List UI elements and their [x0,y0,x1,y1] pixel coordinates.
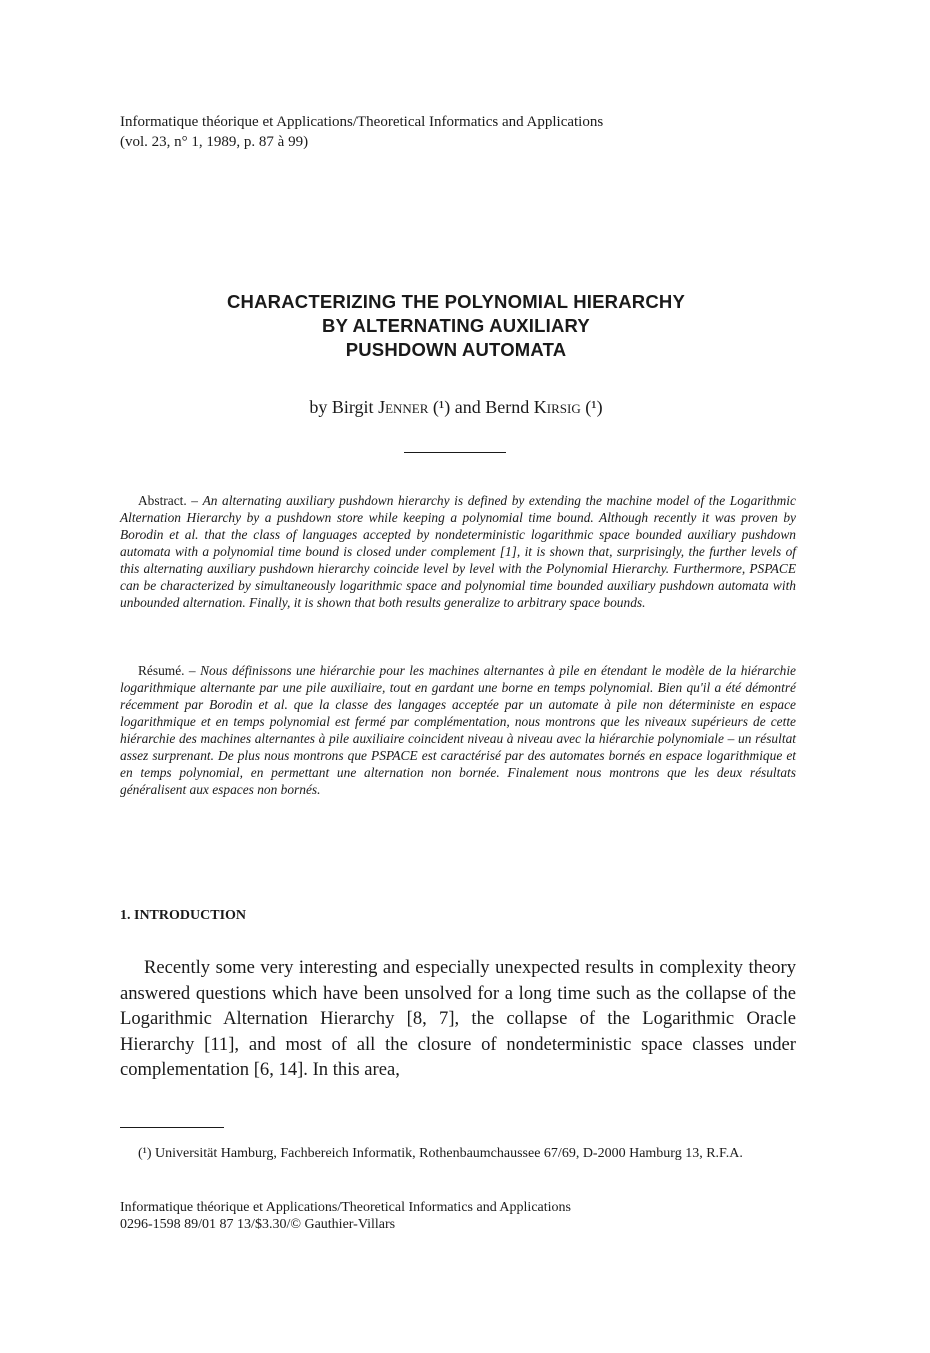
author-line [120,395,792,419]
paper-title [120,290,792,362]
footnote-marker: (¹) [138,1146,152,1161]
title-separator-rule [404,452,506,453]
footer-code: 0296-1598 89/01 87 13/$3.30/© Gauthier-Villars [120,1217,396,1232]
author2-surname: Kirsig [533,397,581,417]
abstract-paragraph [120,492,796,611]
author1-surname: Jenner [378,397,429,417]
resume-text: Nous définissons une hiérarchie pour les machines alternantes à pile en étendant le modèle de la hiérarchie logarithmique alternante par une pile auxiliaire, tout en gardant une borne en temps polynomial. Bien qu'il a été démontré récemment par Borodin et al. que la classe des langages acceptée par un automate à pile non déterministe en espace logarithmique et en temps polynomial est fermé par complémentation, nous montrons que les niveaux supérieurs de cette hiérarchie des machines alternantes à pile auxiliaire coincident niveau à niveau avec la hiérarchie polynomiale – un résultat assez surprenant. De plus nous montrons que PSPACE est caractérisé par des automates bornés en espace logarithmique et en temps polynomial, en permettant une alternation non bornée. Finalement nous montrons que les deux résultats généralisent aux espaces non bornés. [120,663,796,797]
authors-connector: and Bernd [454,397,530,417]
footnote-text: Universität Hamburg, Fachbereich Informatik, Rothenbaumchaussee 67/69, D-2000 Hamburg 13, R.F.A. [155,1146,743,1161]
introduction-text: Recently some very interesting and especially unexpected results in complexity theory answered questions which have been unsolved for a long time such as the collapse of the Logarithmic Alternation Hierarchy [8, 7], the collapse of the Logarithmic Oracle Hierarchy [11], and most of all the closure of nondeterministic space classes under complementation [6, 14]. In this area, [120,957,796,1080]
section-heading-introduction: 1. INTRODUCTION [120,908,247,923]
resume-paragraph [120,662,796,798]
footnote-separator-rule [120,1127,224,1128]
footer-journal: Informatique théorique et Applications/Theoretical Informatics and Applications [120,1200,571,1215]
authors-prefix: by Birgit [309,397,374,417]
abstract-text: An alternating auxiliary pushdown hierarchy is defined by extending the machine model of the Logarithmic Alternation Hierarchy by a pushdown store while keeping a polynomial time bound. Although recently it was proven by Borodin et al. that the class of languages accepted by nondeterministic logarithmic space bounded auxiliary pushdown automata with a polynomial time bound is closed under complement [1], it is shown that, surprisingly, the further levels of this alternating auxiliary pushdown hierarchy coincide level by level with the Polynomial Hierarchy. Furthermore, PSPACE can be characterized by simultaneously logarithmic space and polynomial time bounded auxiliary pushdown automata with unbounded alternation. Finally, it is shown that both results generalize to arbitrary space bounds. [120,493,796,610]
abstract-label: Abstract. – [138,493,198,508]
title-line-3: PUSHDOWN AUTOMATA [345,339,567,360]
volume-info: (vol. 23, n° 1, 1989, p. 87 à 99) [120,134,309,150]
author1-footnote-ref: (¹) [432,397,451,417]
title-line-1: CHARACTERIZING THE POLYNOMIAL HIERARCHY [227,291,685,312]
resume-label: Résumé. – [138,663,196,678]
journal-name: Informatique théorique et Applications/Theoretical Informatics and Applications [120,114,604,130]
footnote [120,1145,796,1163]
author2-footnote-ref: (¹) [585,397,603,417]
title-line-2: BY ALTERNATING AUXILIARY [322,315,590,336]
